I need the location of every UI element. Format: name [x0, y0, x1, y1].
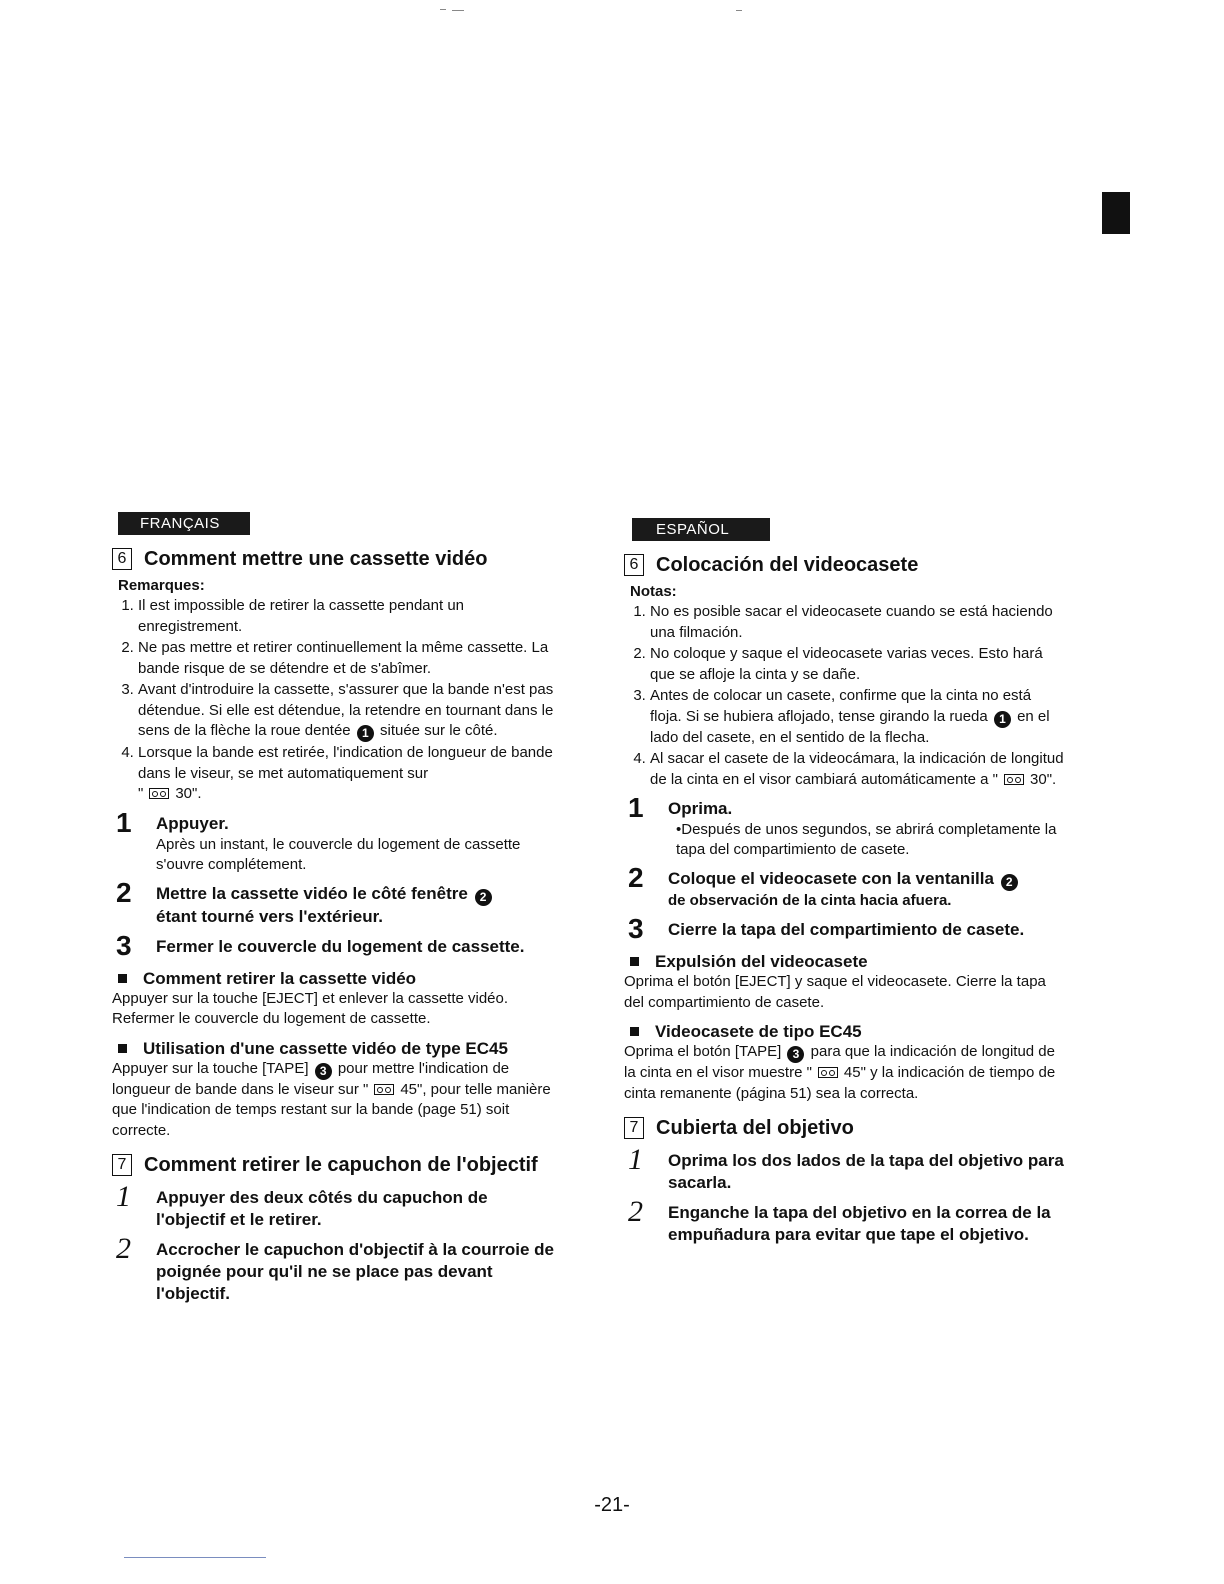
- step-title: Coloque el videocasete con la ventanilla 2: [668, 864, 1064, 891]
- callout-marker: 2: [475, 889, 492, 906]
- step-item: [112, 1232, 557, 1305]
- section-6-heading: [112, 547, 557, 571]
- cassette-icon: [818, 1067, 838, 1078]
- subsection-heading: Comment retirer la cassette vidéo: [112, 968, 557, 989]
- margin-tab-marker: [1102, 192, 1130, 234]
- square-bullet-icon: [118, 1044, 127, 1053]
- step-number: 1: [116, 806, 132, 838]
- note-item: 2. Ne pas mettre et retirer continuellement la même cassette. La bande risque de se détendre et de s'abîmer.: [138, 638, 557, 679]
- section-number: 7: [112, 1154, 132, 1176]
- note-item: 2. No coloque y saque el videocasete varias veces. Esto hará que se afloje la cinta y se dañe.: [650, 644, 1064, 685]
- note-item: 1. Il est impossible de retirer la cassette pendant un enregistrement.: [138, 596, 557, 637]
- step-description: de observación de la cinta hacia afuera.: [668, 892, 952, 909]
- note-item: 1. No es posible sacar el videocasete cuando se está haciendo una filmación.: [650, 602, 1064, 643]
- step-item: [112, 806, 557, 875]
- step-title: Accrocher le capuchon d'objectif à la courroie de poignée pour qu'il ne se place pas devant l'objectif.: [156, 1240, 554, 1303]
- section-title: Colocación del videocasete: [656, 554, 919, 576]
- section-title: Cubierta del objetivo: [656, 1117, 854, 1139]
- spanish-column: [624, 518, 1064, 1246]
- step-number: 3: [628, 913, 644, 944]
- step-item: [624, 1143, 1064, 1194]
- step-item: [112, 876, 557, 928]
- notes-list: [624, 602, 1064, 790]
- section-title: Comment mettre une cassette vidéo: [144, 548, 488, 570]
- step-description: •Después de unos segundos, se abrirá completamente la tapa del compartimiento de casete.: [676, 821, 1057, 858]
- note-item: 3. Avant d'introduire la cassette, s'assurer que la bande n'est pas détendue. Si elle est détendue, la retendre en tournant dans le sens de la flèche la roue dentée 1 située sur le côté.: [138, 680, 557, 742]
- callout-marker: 3: [315, 1063, 332, 1080]
- section-number: 6: [112, 548, 132, 570]
- cassette-icon: [374, 1084, 394, 1095]
- note-item: 4. Al sacar el casete de la videocámara, la indicación de longitud de la cinta en el visor cambiará automáticamente a " 30".: [650, 749, 1064, 790]
- step-number: 2: [628, 862, 644, 893]
- cassette-icon: [149, 788, 169, 799]
- step-title: Enganche la tapa del objetivo en la correa de la empuñadura para evitar que tape el objetivo.: [668, 1203, 1051, 1244]
- subsection-heading: Videocasete de tipo EC45: [624, 1021, 1064, 1042]
- subsection-text: Oprima el botón [EJECT] y saque el videocasete. Cierre la tapa del compartimiento de casete.: [624, 973, 1046, 1011]
- footer-rule: [124, 1557, 266, 1558]
- subsection-heading: Expulsión del videocasete: [624, 951, 1064, 972]
- callout-marker: 2: [1001, 874, 1018, 891]
- step-title: Appuyer.: [156, 813, 229, 833]
- language-label-spanish: ESPAÑOL: [632, 518, 770, 541]
- scan-speck: [736, 10, 742, 11]
- scan-speck: [452, 10, 464, 11]
- section-title: Comment retirer le capuchon de l'objectif: [144, 1154, 538, 1176]
- step-title: Cierre la tapa del compartimiento de casete.: [668, 920, 1025, 939]
- notes-heading: Remarques:: [118, 577, 205, 594]
- note-item: 4. Lorsque la bande est retirée, l'indication de longueur de bande dans le viseur, se met automatiquement sur " 30".: [138, 743, 557, 805]
- step-description: Après un instant, le couvercle du logement de cassette s'ouvre complétement.: [156, 835, 521, 873]
- step-item: [624, 1195, 1064, 1246]
- subsection-heading: Utilisation d'une cassette vidéo de type EC45: [112, 1038, 557, 1059]
- step-title: Oprima.: [668, 799, 733, 818]
- scan-speck: [440, 9, 446, 10]
- step-title: Appuyer des deux côtés du capuchon de l'objectif et le retirer.: [156, 1188, 488, 1229]
- step-item: [112, 929, 557, 961]
- step-number: 1: [628, 792, 644, 823]
- step-number: 2: [116, 1232, 131, 1265]
- step-title: Oprima los dos lados de la tapa del objetivo para sacarla.: [668, 1151, 1064, 1192]
- subsection-text: Appuyer sur la touche [EJECT] et enlever la cassette vidéo. Refermer le couvercle du logement de cassette.: [112, 989, 509, 1027]
- step-number: 1: [628, 1143, 643, 1176]
- section-6-heading: [624, 553, 1064, 577]
- notes-heading: Notas:: [630, 583, 677, 600]
- section-number: 7: [624, 1117, 644, 1139]
- step-item: [112, 1180, 557, 1231]
- square-bullet-icon: [118, 974, 127, 983]
- step-item: [624, 864, 1064, 911]
- section-7-heading: [112, 1153, 557, 1177]
- step-number: 2: [116, 876, 132, 908]
- subsection-text: Appuyer sur la touche [TAPE] 3 pour mettre l'indication de longueur de bande dans le viseur sur " 45", pour telle manière que l'indication de temps restant sur la bande (page 51) soit correcte.: [112, 1059, 551, 1139]
- callout-marker: 1: [357, 725, 374, 742]
- callout-marker: 1: [994, 711, 1011, 728]
- callout-marker: 3: [787, 1046, 804, 1063]
- step-title: Fermer le couvercle du logement de cassette.: [156, 936, 525, 956]
- page-number: -21-: [594, 1494, 630, 1516]
- step-item: [624, 915, 1064, 943]
- square-bullet-icon: [630, 1027, 639, 1036]
- step-title: Mettre la cassette vidéo le côté fenêtre 2 étant tourné vers l'extérieur.: [156, 879, 557, 928]
- section-number: 6: [624, 554, 644, 576]
- step-item: [624, 794, 1064, 860]
- step-number: 3: [116, 929, 132, 961]
- cassette-icon: [1004, 774, 1024, 785]
- square-bullet-icon: [630, 957, 639, 966]
- section-7-heading: [624, 1116, 1064, 1140]
- french-column: [112, 512, 557, 1305]
- step-number: 2: [628, 1195, 643, 1228]
- language-label-french: FRANÇAIS: [118, 512, 250, 535]
- step-number: 1: [116, 1180, 131, 1213]
- notes-list: [112, 596, 557, 805]
- subsection-text: Oprima el botón [TAPE] 3 para que la indicación de longitud de la cinta en el visor muestre " 45" y la indicación de tiempo de cinta remanente (página 51) sea la correcta.: [624, 1043, 1056, 1102]
- note-item: 3. Antes de colocar un casete, confirme que la cinta no está floja. Si se hubiera aflojado, tense girando la rueda 1 en el lado del casete, en el sentido de la flecha.: [650, 686, 1064, 748]
